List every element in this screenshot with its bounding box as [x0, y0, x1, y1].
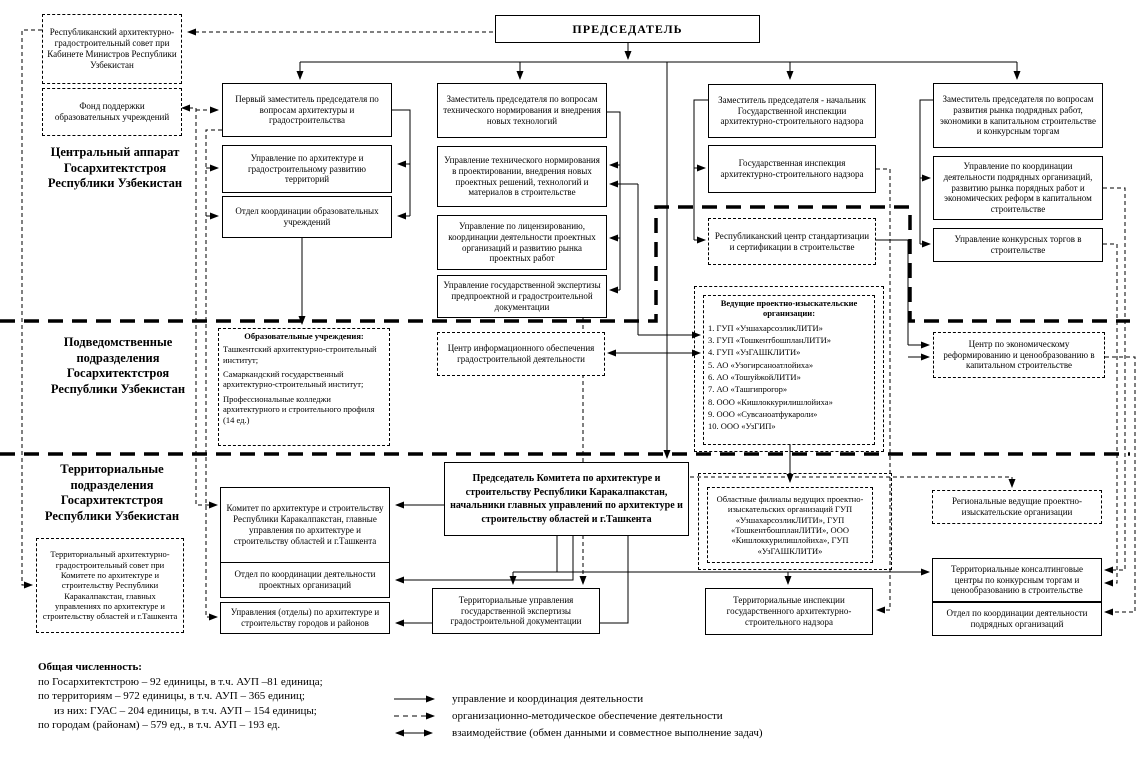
node-committee-chairman — [444, 462, 689, 536]
legend-row-management — [392, 690, 763, 707]
leading-design-orgs-title: Ведущие проектно-изыскательские организации: — [720, 298, 858, 319]
node-first-deputy — [222, 83, 392, 137]
leading-org-item: 9. ООО «Сувсаноатфукароли» — [708, 408, 818, 419]
region-label-subordinate: Подведомственные подразделения Госархитектстроя Республики Узбекистан — [50, 335, 186, 396]
node-city-district-departments-label: Управления (отделы) по архитектуре и строительству городов и районов — [230, 607, 380, 628]
node-republican-council-label: Республиканский архитектурно-градостроительный совет при Кабинете Министров Республики Узбекистан — [47, 27, 177, 70]
node-education-fund — [42, 88, 182, 136]
node-design-org-coordination-dept — [220, 562, 390, 598]
node-deputy-tech-norms — [437, 83, 607, 138]
educational-institution-item: Самаркандский государственный архитектурно-строительный институт; — [223, 369, 364, 390]
totals-title: Общая численность: — [38, 661, 142, 673]
legend-label: организационно-методическое обеспечение деятельности — [452, 709, 723, 722]
node-deputy-inspection-chief — [708, 84, 876, 138]
node-karakalpakstan-committee — [220, 487, 390, 563]
leading-org-item: 1. ГУП «УзшахарсозликЛИТИ» — [708, 322, 823, 333]
node-consulting-centers-label: Территориальные консалтинговые центры по конкурсным торгам и ценообразованию в строительстве — [950, 563, 1084, 596]
node-territorial-inspections — [705, 588, 873, 635]
legend-row-interaction — [392, 724, 763, 741]
leading-org-item: 7. АО «Ташгипрогор» — [708, 384, 788, 395]
legend-double-arrow-icon — [392, 728, 438, 738]
node-state-inspection — [708, 145, 876, 193]
legend-solid-arrow-icon — [392, 694, 438, 704]
legend-block — [392, 690, 763, 741]
node-leading-design-orgs — [703, 295, 875, 445]
leading-org-item: 4. ГУП «УзГАШКЛИТИ» — [708, 347, 801, 358]
node-karakalpakstan-committee-label: Комитет по архитектуре и строительству Республики Каракалпакстан, главные управления по архитектуре и строительству областей и г.Ташкента — [226, 503, 384, 546]
legend-dashed-arrow-icon — [392, 711, 438, 721]
totals-block — [38, 660, 408, 733]
totals-line: по городам (районам) – 579 ед., в т.ч. АУП – 193 ед. — [38, 719, 281, 732]
leading-org-item: 6. АО «ТошуйжойЛИТИ» — [708, 371, 801, 382]
node-chairman — [495, 15, 760, 43]
node-info-center — [437, 332, 605, 376]
node-education-coordination-dept — [222, 196, 392, 238]
node-educational-institutions — [218, 328, 390, 446]
node-deputy-market-dev — [933, 83, 1103, 148]
leading-org-item: 3. ГУП «ТошкентбошпланЛИТИ» — [708, 335, 831, 346]
node-contractor-orgs-dept-label: Отдел по координации деятельности подрядных организаций — [946, 608, 1088, 629]
legend-label: взаимодействие (обмен данными и совместное выполнение задач) — [452, 726, 763, 739]
node-first-deputy-label: Первый заместитель председателя по вопросам архитектуры и градостроительства — [235, 93, 379, 126]
educational-institutions-title: Образовательные учреждения: — [244, 331, 364, 341]
node-territorial-council-label: Территориальный архитектурно-градостроительный совет при Комитете по архитектуре и строительству Республики Каракалпакстан, главных управлениях по архитектуре и строительству областей и г.Ташкента — [42, 549, 178, 622]
node-oblast-branches — [707, 487, 873, 563]
node-licensing-dept-label: Управление по лицензированию, координации деятельности проектных организаций и развитию рынка проектных работ — [448, 220, 596, 264]
legend-label: управление и координация деятельности — [452, 692, 644, 705]
node-state-expertise-dept — [437, 275, 607, 318]
node-city-district-departments — [220, 602, 390, 634]
node-contractor-coordination-dept — [933, 156, 1103, 220]
node-deputy-tech-norms-label: Заместитель председателя по вопросам технического нормирования и внедрения новых технологий — [443, 94, 601, 126]
leading-org-item: 10. ООО «УзГИП» — [708, 421, 776, 432]
node-regional-leading-orgs — [932, 490, 1102, 524]
node-state-inspection-label: Государственная инспекция архитектурно-строительного надзора — [720, 158, 864, 179]
leading-org-item: 5. АО «Узогирсаноатлойиха» — [708, 359, 814, 370]
legend-row-org-method — [392, 707, 763, 724]
node-architecture-territory-dept — [222, 145, 392, 193]
node-deputy-inspection-chief-label: Заместитель председателя - начальник Государственной инспекции архитектурно-строительного надзора — [718, 94, 866, 127]
node-territorial-expertise — [432, 588, 600, 634]
node-republican-council — [42, 14, 182, 84]
node-education-coordination-dept-label: Отдел координации образовательных учреждений — [235, 206, 379, 227]
node-info-center-label: Центр информационного обеспечения градостроительной деятельности — [447, 343, 595, 364]
node-tender-dept-label: Управление конкурсных торгов в строительстве — [954, 234, 1082, 255]
totals-line: из них: ГУАС – 204 единицы, в т.ч. АУП – 154 единицы; — [54, 704, 317, 717]
totals-line: по территориям – 972 единицы, в т.ч. АУП – 365 единиц; — [38, 690, 305, 703]
node-tech-norms-dept — [437, 146, 607, 207]
node-deputy-market-dev-label: Заместитель председателя по вопросам развития рынка подрядных работ, экономики в капитальном строительстве и конкурсным торгам — [940, 93, 1096, 137]
node-contractor-orgs-dept — [932, 602, 1102, 636]
node-design-org-coordination-dept-label: Отдел по координации деятельности проектных организаций — [234, 569, 376, 590]
node-territorial-expertise-label: Территориальные управления государственной экспертизы градостроительной документации — [450, 594, 582, 627]
node-chairman-label: ПРЕДСЕДАТЕЛЬ — [572, 21, 683, 36]
leading-org-item: 8. ООО «Кишлоккурилишлойиха» — [708, 396, 833, 407]
node-education-fund-label: Фонд поддержки образовательных учреждений — [54, 101, 170, 122]
node-economic-reform-center-label: Центр по экономическому реформированию и ценообразованию в капитальном строительстве — [943, 338, 1095, 371]
node-standardization-center-label: Республиканский центр стандартизации и сертификации в строительстве — [714, 230, 870, 252]
node-state-expertise-dept-label: Управление государственной экспертизы предпроектной и градостроительной документации — [443, 280, 601, 312]
region-label-territorial: Территориальные подразделения Госархитектстроя Республики Узбекистан — [44, 462, 180, 523]
node-regional-leading-orgs-label: Региональные ведущие проектно-изыскательские организации — [951, 496, 1083, 517]
node-committee-chairman-label: Председатель Комитета по архитектуре и строительству Республики Каракалпакстан, начальники главных управлений по архитектуре и строительству областей и г.Ташкента — [450, 473, 683, 525]
node-oblast-branches-label: Областные филиалы ведущих проектно-изыскательских организаций ГУП «УзшахарсозликЛИТИ», ГУП «ТошкентбошпланЛИТИ», ООО «Кишлоккурилишлойиха», ГУП «УзГАШКЛИТИ» — [716, 493, 864, 556]
node-architecture-territory-dept-label: Управление по архитектуре и градостроительному развитию территорий — [247, 152, 367, 185]
node-standardization-center — [708, 218, 876, 265]
node-tech-norms-dept-label: Управление технического нормирования в проектировании, внедрения новых проектных решений, технологий и материалов в строительстве — [444, 154, 600, 198]
node-territorial-inspections-label: Территориальные инспекции государственного архитектурно-строительного надзора — [726, 595, 852, 627]
region-label-central: Центральный аппарат Госархитектстроя Республики Узбекистан — [47, 145, 183, 191]
node-economic-reform-center — [933, 332, 1105, 378]
node-contractor-coordination-dept-label: Управление по координации деятельности подрядных организаций, развитию рынка порядных работ и экономических реформ в капитальном строительстве — [943, 160, 1093, 215]
educational-institution-item: Профессиональные колледжи архитектурного и строительного профиля (14 ед.) — [223, 393, 375, 425]
node-tender-dept — [933, 228, 1103, 262]
node-territorial-council — [36, 538, 184, 633]
node-licensing-dept — [437, 215, 607, 270]
totals-line: по Госархитектстрою – 92 единицы, в т.ч. АУП –81 единица; — [38, 675, 323, 688]
educational-institution-item: Ташкентский архитектурно-строительный институт; — [223, 344, 377, 365]
node-consulting-centers — [932, 558, 1102, 602]
